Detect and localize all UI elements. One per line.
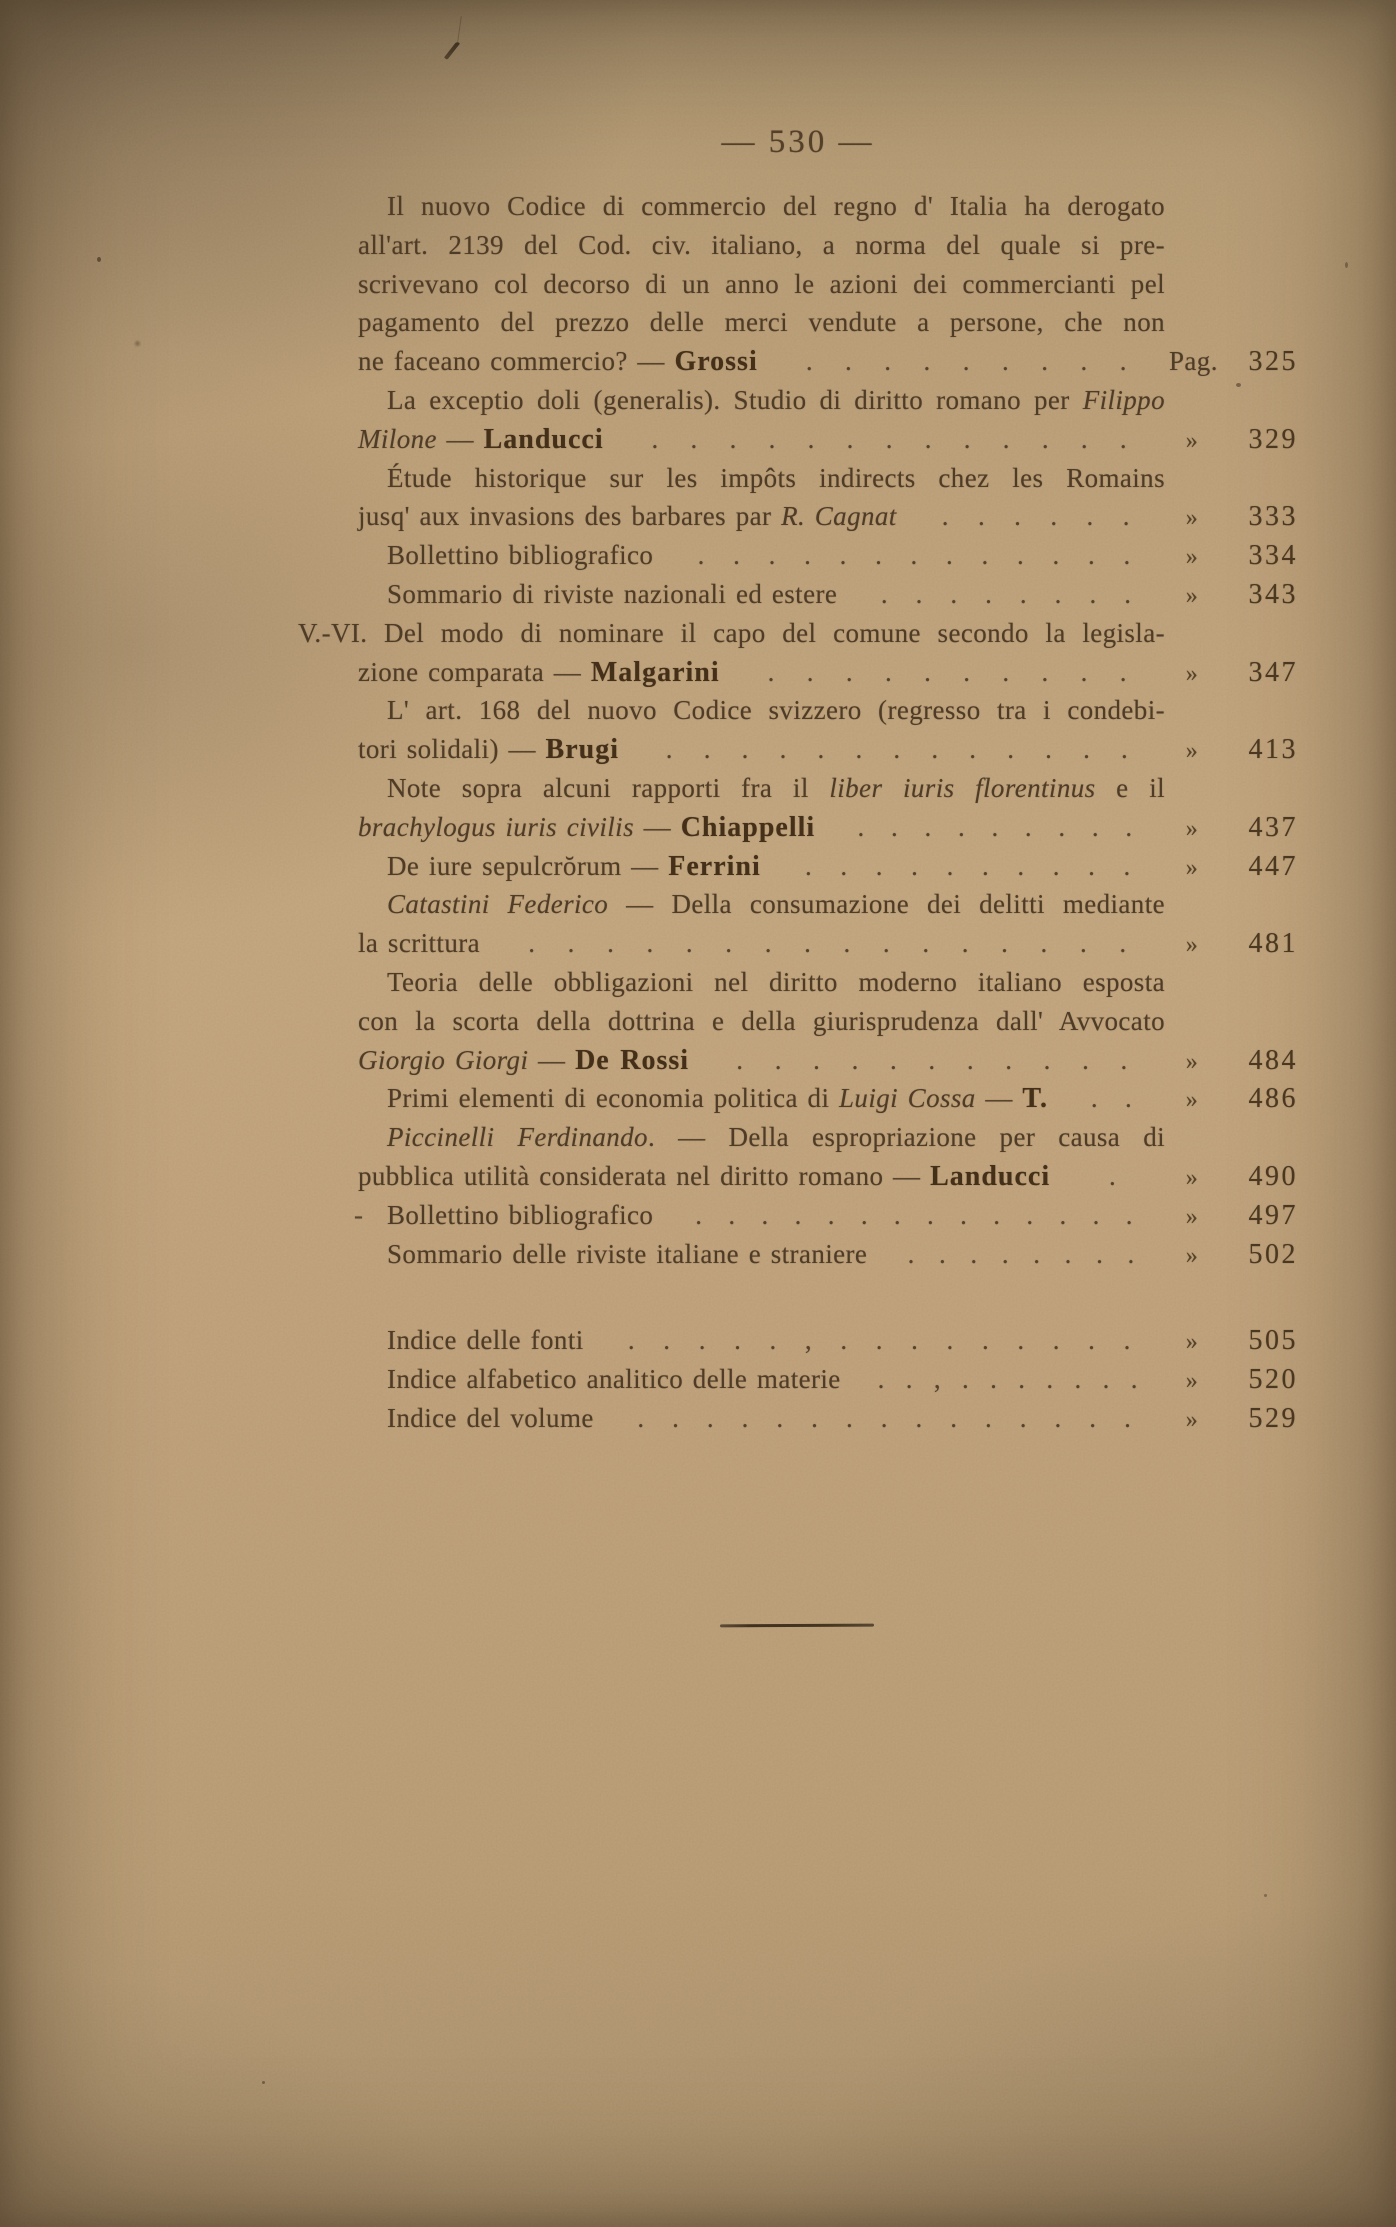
toc-line	[298, 730, 1298, 769]
dot-leader: . . . . . . . . . . .	[736, 1044, 1128, 1075]
margin-mark: -	[354, 1199, 364, 1230]
page-number: 325	[1248, 346, 1298, 378]
toc-line	[298, 303, 1298, 342]
toc-line-text: all'art. 2139 del Cod. civ. italiano, a norma del quale si pre-	[358, 229, 1165, 260]
toc-line-text: Piccinelli Ferdinando. — Della espropriazione per causa di	[387, 1122, 1165, 1153]
page-number: 490	[1248, 1160, 1298, 1192]
toc-line	[298, 1157, 1298, 1196]
toc-line-text: Catastini Federico — Della consumazione dei delitti mediante	[387, 889, 1165, 920]
dot-leader: . . . . . . . .	[907, 1238, 1135, 1269]
dot-leader: . . . . . . . . .	[857, 811, 1133, 842]
toc-line	[298, 1196, 1298, 1235]
toc-line-text: Bollettino bibliografico	[387, 1199, 654, 1230]
page-ref-mark: »	[1185, 1242, 1199, 1269]
toc-line-text: Primi elementi di economia politica di Luigi Cossa — T.	[387, 1083, 1049, 1115]
end-rule	[720, 1624, 874, 1628]
toc-line-text: Sommario di riviste nazionali ed estere	[387, 578, 838, 609]
page-number: 413	[1248, 734, 1298, 766]
ink-speck	[262, 2081, 265, 2084]
toc-line	[298, 497, 1298, 536]
toc-line	[298, 459, 1298, 498]
dot-leader: . . . . . . . . . . . . .	[651, 423, 1128, 454]
toc-line	[298, 1321, 1298, 1360]
toc-line-text: L' art. 168 del nuovo Codice svizzero (regresso tra i condebi-	[387, 695, 1165, 726]
page-ref-mark: »	[1185, 1406, 1199, 1433]
toc-line-text: Giorgio Giorgi — De Rossi	[358, 1044, 690, 1076]
dot-leader: . . . . . . . . . .	[805, 850, 1131, 881]
toc-line	[298, 1041, 1298, 1080]
page-ref-mark: »	[1185, 738, 1199, 765]
toc-line-text: V.-VI. Del modo di nominare il capo del comune secondo la legisla-	[298, 617, 1165, 648]
toc-line	[298, 1235, 1298, 1274]
page-ref-mark: »	[1185, 1203, 1199, 1230]
ink-speck	[135, 341, 140, 346]
page-number: 502	[1248, 1238, 1298, 1270]
toc-line-text: pubblica utilità considerata nel diritto romano — Landucci	[358, 1160, 1051, 1192]
toc-line	[298, 653, 1298, 692]
toc-line-text: La exceptio doli (generalis). Studio di diritto romano per Filippo	[387, 384, 1165, 415]
toc-line-text: con la scorta della dottrina e della giurisprudenza dall' Avvocato	[358, 1005, 1165, 1036]
dot-leader: . . , . . . . . . .	[877, 1364, 1138, 1395]
pen-mark-tail	[457, 16, 462, 42]
page-ref-mark: »	[1185, 505, 1199, 532]
page-number: 447	[1248, 850, 1298, 882]
page-ref-mark: »	[1185, 854, 1199, 881]
page-number: 497	[1248, 1199, 1298, 1231]
toc-line	[298, 420, 1298, 459]
toc-line-text: jusq' aux invasions des barbares par R. Cagnat	[358, 501, 897, 532]
page-ref-mark: »	[1185, 1048, 1199, 1075]
toc-line	[298, 1399, 1298, 1438]
toc-line	[298, 885, 1298, 924]
toc-line-text: brachylogus iuris civilis — Chiappelli	[358, 811, 816, 843]
page-number: 486	[1248, 1083, 1298, 1115]
table-of-contents	[298, 187, 1298, 1438]
toc-line	[298, 265, 1298, 304]
toc-line-text: Milone — Landucci	[358, 423, 604, 455]
ink-speck	[1264, 1894, 1267, 1897]
toc-line-text: tori solidali) — Brugi	[358, 734, 620, 766]
toc-line	[298, 575, 1298, 614]
page-ref-mark: »	[1185, 1164, 1199, 1191]
toc-line-text: De iure sepulcrŏrum — Ferrini	[387, 850, 761, 882]
page-ref-mark: »	[1185, 1329, 1199, 1356]
dot-leader: . . . . . . . . .	[805, 346, 1127, 377]
ink-speck	[97, 257, 101, 262]
toc-line	[298, 808, 1298, 847]
page-ref-mark: »	[1185, 544, 1199, 571]
dot-leader: . . . . . . . . . . . . .	[697, 540, 1131, 571]
page-ref-mark: Pag.	[1169, 346, 1218, 377]
dot-leader: . . . . . . . . . . . . . . .	[637, 1402, 1132, 1433]
pen-mark	[444, 41, 460, 60]
page-ref-mark: »	[1185, 660, 1199, 687]
toc-line-text: Sommario delle riviste italiane e straniere	[387, 1238, 868, 1269]
page-number: 343	[1248, 578, 1298, 610]
page-number: 481	[1248, 928, 1298, 960]
page-number: 529	[1248, 1402, 1298, 1434]
toc-line-text: Indice alfabetico analitico delle materie	[387, 1364, 841, 1395]
toc-line	[298, 381, 1298, 420]
dot-leader: . .	[1090, 1083, 1133, 1114]
toc-line	[298, 187, 1298, 226]
page-ref-mark: »	[1185, 582, 1199, 609]
toc-line-text: zione comparata — Malgarini	[358, 656, 720, 688]
dot-leader: .	[1108, 1160, 1117, 1191]
page-number: 520	[1248, 1364, 1298, 1396]
page-number: 333	[1248, 501, 1298, 533]
toc-line	[298, 614, 1298, 653]
toc-line	[298, 924, 1298, 963]
page-number: 347	[1248, 656, 1298, 688]
toc-line-text: Indice del volume	[387, 1402, 594, 1433]
toc-line	[298, 1118, 1298, 1157]
toc-line-text: Bollettino bibliografico	[387, 540, 654, 571]
page-ref-mark: »	[1185, 427, 1199, 454]
ink-speck	[1345, 262, 1348, 268]
dot-leader: . . . . . . . . . . . . . . . .	[528, 928, 1127, 959]
page-number: 329	[1248, 423, 1298, 455]
toc-line	[298, 847, 1298, 886]
toc-line-text: ne faceano commercio? — Grossi	[358, 346, 758, 378]
dot-leader: . . . . . , . . . . . . . . .	[627, 1325, 1131, 1356]
toc-line-text: scrivevano col decorso di un anno le azioni dei commercianti pel	[358, 268, 1165, 299]
toc-line	[298, 342, 1298, 381]
dot-leader: . . . . . . . . . .	[767, 656, 1127, 687]
page-ref-mark: »	[1185, 815, 1199, 842]
page-ref-mark: »	[1185, 932, 1199, 959]
toc-line	[298, 226, 1298, 265]
page-number: 484	[1248, 1044, 1298, 1076]
toc-line-text: Étude historique sur les impôts indirects chez les Romains	[387, 462, 1165, 493]
page-number: 334	[1248, 540, 1298, 572]
page-number-header: — 530 —	[721, 124, 875, 160]
toc-line	[298, 1079, 1298, 1118]
toc-line-text: Teoria delle obbligazioni nel diritto moderno italiano esposta	[387, 966, 1165, 997]
dot-leader: . . . . . .	[941, 501, 1130, 532]
toc-line-text: Note sopra alcuni rapporti fra il liber iuris florentinus e il	[387, 772, 1165, 803]
page-ref-mark: »	[1185, 1368, 1199, 1395]
page-number: 505	[1248, 1325, 1298, 1357]
toc-line-text: pagamento del prezzo delle merci vendute a persone, che non	[358, 307, 1165, 338]
dot-leader: . . . . . . . . . . . . . .	[695, 1199, 1133, 1230]
toc-line	[298, 963, 1298, 1002]
toc-line	[298, 536, 1298, 575]
page-ref-mark: »	[1185, 1087, 1199, 1114]
toc-line	[298, 691, 1298, 730]
dot-leader: . . . . . . . . . . . . .	[665, 734, 1129, 765]
toc-line-text: la scrittura	[358, 928, 480, 959]
toc-line-text: Indice delle fonti	[387, 1325, 584, 1356]
toc-line-text: Il nuovo Codice di commercio del regno d' Italia ha derogato	[387, 191, 1165, 221]
toc-line	[298, 769, 1298, 808]
page-number: 437	[1248, 811, 1298, 843]
dot-leader: . . . . . . . .	[880, 578, 1132, 609]
toc-line	[298, 1360, 1298, 1399]
ink-speck	[1236, 383, 1241, 387]
toc-line	[298, 1002, 1298, 1041]
